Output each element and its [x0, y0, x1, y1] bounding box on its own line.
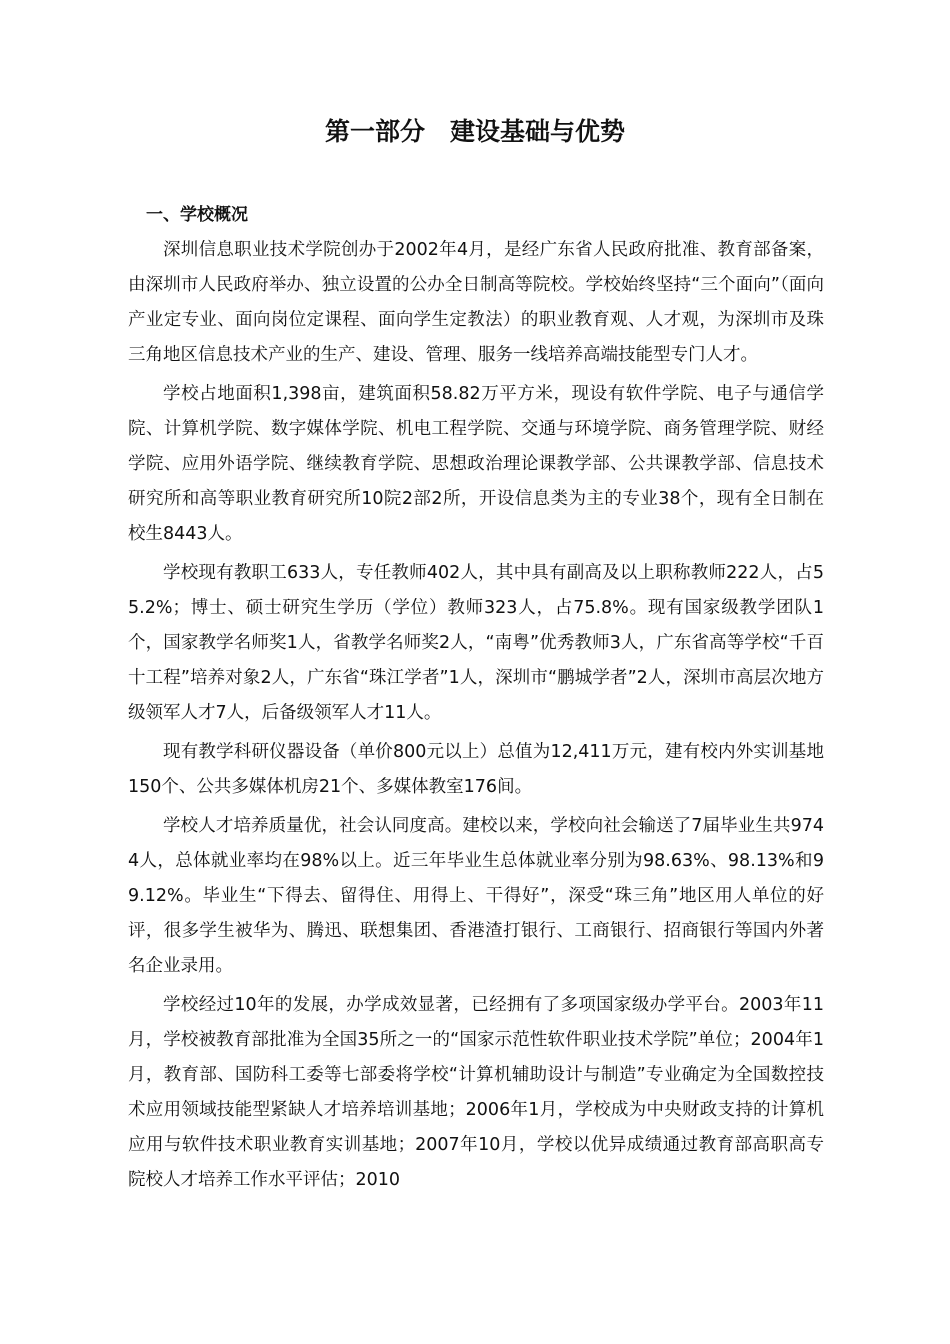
paragraph-graduates: 学校人才培养质量优，社会认同度高。建校以来，学校向社会输送了7届毕业生共9744人，总体就业率均在98%以上。近三年毕业生总体就业率分别为98.63%、98.13%和99.12%。毕业生“下得去、留得住、用得上、干得好”，深受“珠三角”地区用人单位的好评，很多学生被华为、腾迅、联想集团、香港渣打银行、工商银行、招商银行等国内外著名企业录用。	[128, 816, 824, 976]
paragraph-overview: 深圳信息职业技术学院创办于2002年4月，是经广东省人民政府批准、教育部备案，由深圳市人民政府举办、独立设置的公办全日制高等院校。学校始终坚持“三个面向”（面向产业定专业、面向岗位定课程、面向学生定教法）的职业教育观、人才观，为深圳市及珠三角地区信息技术产业的生产、建设、管理、服务一线培养高端技能型专门人才。	[128, 240, 824, 365]
page-title: 第一部分 建设基础与优势	[324, 117, 625, 146]
paragraph-achievements: 学校经过10年的发展，办学成效显著，已经拥有了多项国家级办学平台。2003年11月，学校被教育部批准为全国35所之一的“国家示范性软件职业技术学院”单位；2004年1月，教育部、国防科工委等七部委将学校“计算机辅助设计与制造”专业确定为全国数控技术应用领域技能型紧缺人才培养培训基地；2006年1月，学校成为中央财政支持的计算机应用与软件技术职业教育实训基地；2007年10月，学校以优异成绩通过教育部高职高专院校人才培养工作水平评估；2010	[128, 995, 824, 1190]
body-text	[128, 233, 824, 1198]
paragraph-campus-facilities: 学校占地面积1,398亩，建筑面积58.82万平方米，现设有软件学院、电子与通信学院、计算机学院、数字媒体学院、机电工程学院、交通与环境学院、商务管理学院、财经学院、应用外语学院、继续教育学院、思想政治理论课教学部、公共课教学部、信息技术研究所和高等职业教育研究所10院2部2所，开设信息类为主的专业38个，现有全日制在校生8443人。	[128, 384, 824, 544]
paragraph-faculty: 学校现有教职工633人，专任教师402人，其中具有副高及以上职称教师222人，占55.2%；博士、硕士研究生学历（学位）教师323人，占75.8%。现有国家级教学团队1个，国家教学名师奖1人，省教学名师奖2人，“南粤”优秀教师3人，广东省高等学校“千百十工程”培养对象2人，广东省“珠江学者”1人，深圳市“鹏城学者”2人，深圳市高层次地方级领军人才7人，后备级领军人才11人。	[128, 563, 824, 723]
section-heading: 一、学校概况	[146, 205, 248, 225]
paragraph-equipment: 现有教学科研仪器设备（单价800元以上）总值为12,411万元，建有校内外实训基地150个、公共多媒体机房21个、多媒体教室176间。	[128, 742, 824, 797]
